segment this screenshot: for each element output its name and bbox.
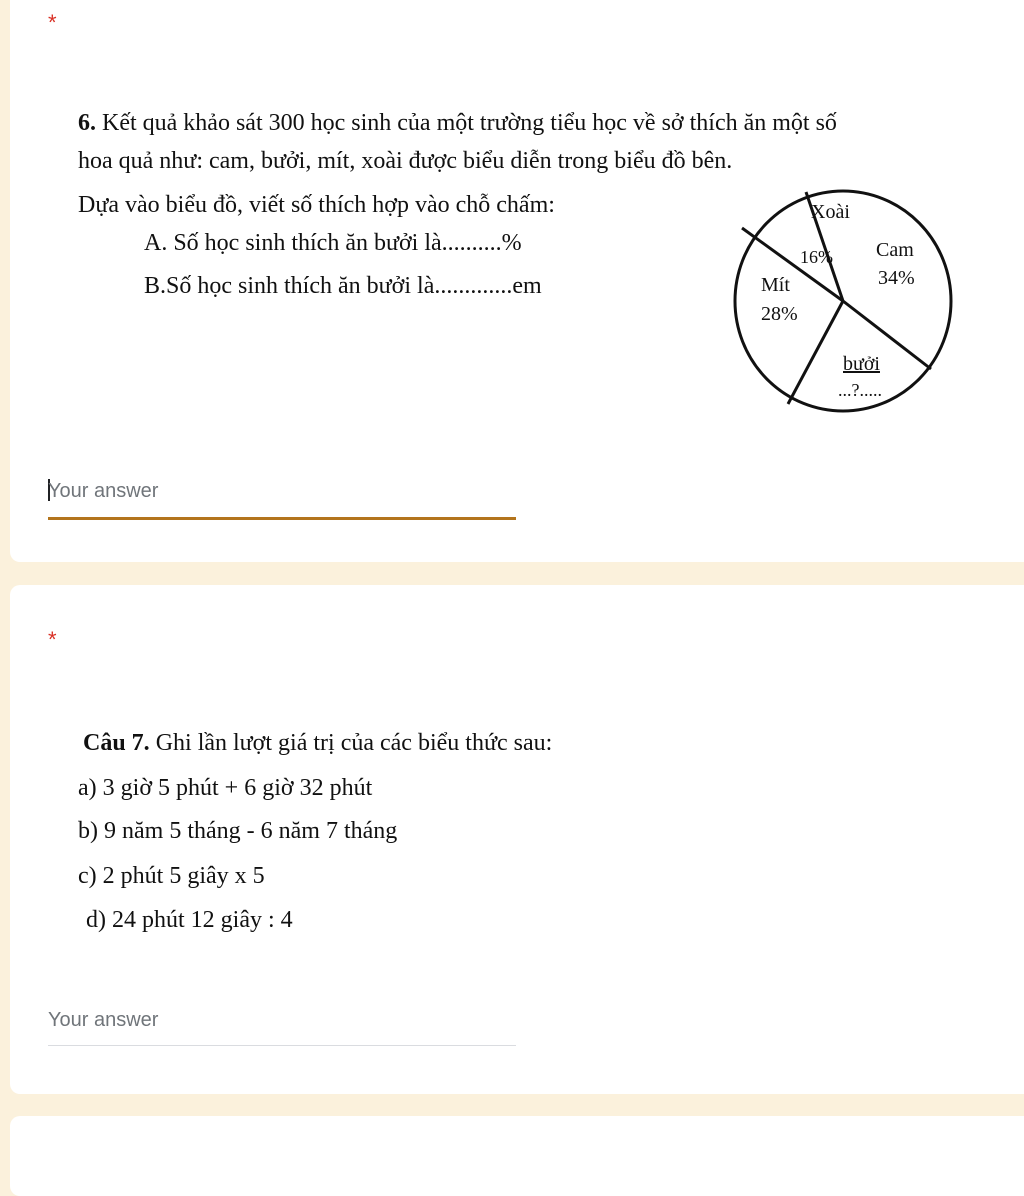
question-text-line-1 bbox=[78, 110, 837, 137]
answer-placeholder: Your answer bbox=[48, 1009, 159, 1031]
required-asterisk: * bbox=[48, 10, 57, 35]
slice-name-xoai: Xoài bbox=[811, 201, 850, 223]
answer-placeholder: Your answer bbox=[48, 480, 159, 502]
required-asterisk: * bbox=[48, 627, 57, 652]
question-text-line-3: Dựa vào biểu đồ, viết số thích hợp vào chỗ chấm: bbox=[78, 192, 555, 218]
answer-underline-focused bbox=[48, 517, 516, 520]
question-card-6 bbox=[10, 0, 1024, 562]
expression-c: c) 2 phút 5 giây x 5 bbox=[78, 863, 265, 889]
slice-label-xoai: 16% bbox=[800, 247, 833, 267]
slice-label-buoi: ...?..... bbox=[838, 380, 882, 400]
question-card-next bbox=[10, 1116, 1024, 1196]
question-card-7 bbox=[10, 585, 1024, 1094]
sub-question-b: B.Số học sinh thích ăn bưởi là.............em bbox=[144, 273, 542, 299]
expression-a: a) 3 giờ 5 phút + 6 giờ 32 phút bbox=[78, 775, 373, 801]
answer-input-q7[interactable] bbox=[48, 1009, 516, 1032]
question-number: 6. bbox=[78, 110, 96, 136]
question-text: Ghi lần lượt giá trị của các biểu thức sau: bbox=[149, 730, 553, 756]
answer-input-q6[interactable] bbox=[48, 479, 516, 503]
slice-label-mit: 28% bbox=[761, 303, 798, 325]
answer-underline bbox=[48, 1045, 516, 1046]
question-text: Kết quả khảo sát 300 học sinh của một trường tiểu học về sở thích ăn một số bbox=[96, 110, 837, 136]
slice-label-cam: 34% bbox=[878, 267, 915, 289]
slice-name-cam: Cam bbox=[876, 239, 914, 261]
pie-chart bbox=[728, 186, 968, 426]
sub-question-a: A. Số học sinh thích ăn bưởi là..........% bbox=[144, 230, 522, 256]
expression-d: d) 24 phút 12 giây : 4 bbox=[86, 907, 293, 933]
expression-b: b) 9 năm 5 tháng - 6 năm 7 tháng bbox=[78, 818, 398, 844]
question-number: Câu 7. bbox=[83, 730, 150, 756]
slice-name-buoi: bưởi bbox=[843, 353, 880, 375]
question-title bbox=[83, 730, 552, 757]
question-text-line-2: hoa quả như: cam, bưởi, mít, xoài được biểu diễn trong biểu đồ bên. bbox=[78, 148, 733, 174]
slice-name-mit: Mít bbox=[761, 274, 790, 296]
